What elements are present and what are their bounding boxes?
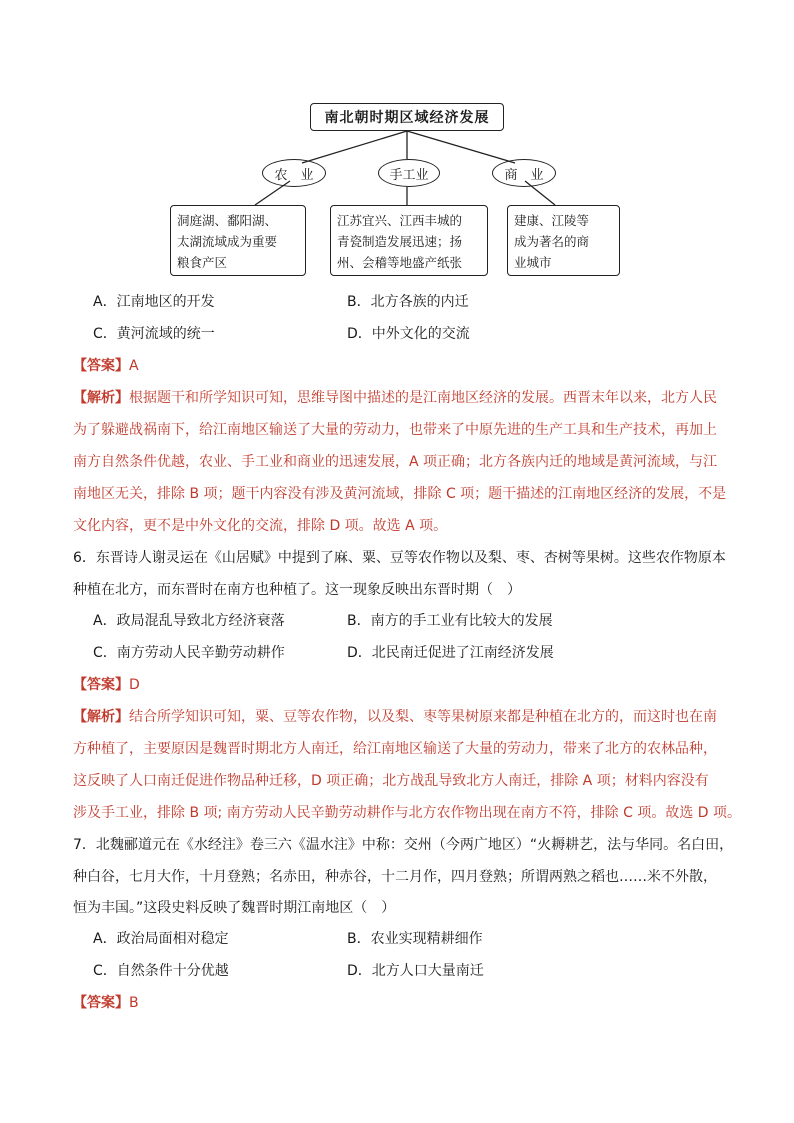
commerce-detail-line: 建康、江陵等: [514, 213, 590, 228]
q6-stem-line: 6．东晋诗人谢灵运在《山居赋》中提到了麻、粟、豆等农作物以及梨、枣、杏树等果树。这些农作物原本: [73, 550, 726, 566]
q6-stem-line: 种植在北方，而东晋时在南方也种植了。这一现象反映出东晋时期（ ）: [73, 582, 521, 598]
q5-analysis-line: 南地区无关，排除 B 项；题干内容没有涉及黄河流域，排除 C 项；题干描述的江南地区经济的发展，不是: [73, 486, 727, 502]
q5-option-d: D．中外文化的交流: [347, 326, 470, 342]
q5-option-b: B．北方各族的内迁: [347, 294, 469, 310]
answer-value: B: [129, 995, 139, 1011]
q7-stem-line: 种白谷，七月大作，十月登熟；名赤田，种赤谷，十二月作，四月登熟；所谓两熟之稻也……米不外散，: [73, 869, 717, 885]
analysis-text: 根据题干和所学知识可知，思维导图中描述的是江南地区经济的发展。西晋末年以来，北方人民: [129, 390, 717, 406]
q5-answer: [73, 356, 139, 376]
mind-map-diagram: [170, 103, 630, 275]
handicraft-detail-line: 青瓷制造发展迅速；扬: [337, 234, 463, 249]
q7-option-d: D．北方人口大量南迁: [347, 963, 484, 979]
q7-stem-line: 恒为丰国。”这段史料反映了魏晋时期江南地区（ ）: [73, 900, 396, 916]
q5-analysis-line: 南方自然条件优越，农业、手工业和商业的迅速发展，A 项正确；北方各族内迁的地域是黄河流域，与江: [73, 454, 718, 470]
q5-analysis-line: 为了躲避战祸南下，给江南地区输送了大量的劳动力，也带来了中原先进的生产工具和生产技术，再加上: [73, 422, 717, 438]
q7-option-a: A．政治局面相对稳定: [93, 931, 229, 947]
q6-option-d: D．北民南迁促进了江南经济发展: [347, 645, 554, 661]
q6-option-b: B．南方的手工业有比较大的发展: [347, 613, 553, 629]
q7-stem-line: 7．北魏郦道元在《水经注》卷三六《温水注》中称：交州（今两广地区）“火耨耕艺，法与华同。名白田，: [73, 837, 734, 853]
handicraft-detail-line: 州、会稽等地盛产纸张: [337, 255, 463, 270]
analysis-tag: 【解析】: [73, 390, 129, 406]
answer-tag: 【答案】: [73, 358, 129, 374]
answer-tag: 【答案】: [73, 995, 129, 1011]
q6-answer: [73, 675, 140, 695]
analysis-text: 结合所学知识可知，粟、豆等农作物，以及梨、枣等果树原来都是种植在北方的，而这时也在南: [129, 709, 717, 725]
commerce-detail-line: 业城市: [514, 255, 552, 270]
answer-tag: 【答案】: [73, 677, 129, 693]
handicraft-detail-box: [330, 205, 488, 276]
analysis-tag: 【解析】: [73, 709, 129, 725]
q6-option-c: C．南方劳动人民辛勤劳动耕作: [93, 645, 285, 661]
branch-handicraft: 手工业: [378, 159, 440, 187]
q6-analysis-line: 方种植了，主要原因是魏晋时期北方人南迁，给江南地区输送了大量的劳动力，带来了北方的农林品种，: [73, 741, 717, 757]
q6-option-a: A．政局混乱导致北方经济衰落: [93, 613, 285, 629]
q7-option-b: B．农业实现精耕细作: [347, 931, 483, 947]
branch-commerce: 商 业: [492, 159, 556, 187]
agriculture-detail-line: 洞庭湖、鄱阳湖、: [177, 213, 278, 228]
branch-agriculture: 农 业: [262, 159, 326, 187]
commerce-detail-line: 成为著名的商: [514, 234, 590, 249]
q6-analysis-line: [73, 707, 717, 727]
q5-analysis-line: [73, 388, 717, 408]
agriculture-detail-line: 太湖流域成为重要: [177, 234, 278, 249]
answer-value: D: [129, 677, 140, 693]
answer-value: A: [129, 358, 139, 374]
q5-option-a: A．江南地区的开发: [93, 294, 215, 310]
q6-analysis-line: 这反映了人口南迁促进作物品种迁移，D 项正确；北方战乱导致北方人南迁，排除 A 项；材料内容没有: [73, 773, 709, 789]
handicraft-detail-line: 江苏宜兴、江西丰城的: [337, 213, 463, 228]
commerce-detail-box: [507, 205, 620, 276]
q7-answer: [73, 993, 139, 1013]
q6-analysis-line: 涉及手工业，排除 B 项; 南方劳动人民辛勤劳动耕作与北方农作物出现在南方不符，排除 C 项。故选 D 项。: [73, 805, 742, 821]
q7-option-c: C．自然条件十分优越: [93, 963, 229, 979]
agriculture-detail-line: 粮食产区: [177, 255, 228, 270]
mind-map-root: 南北朝时期区域经济发展: [310, 103, 504, 131]
q5-analysis-line: 文化内容，更不是中外文化的交流，排除 D 项。故选 A 项。: [73, 518, 448, 534]
agriculture-detail-box: [170, 205, 306, 276]
q5-option-c: C．黄河流域的统一: [93, 326, 215, 342]
